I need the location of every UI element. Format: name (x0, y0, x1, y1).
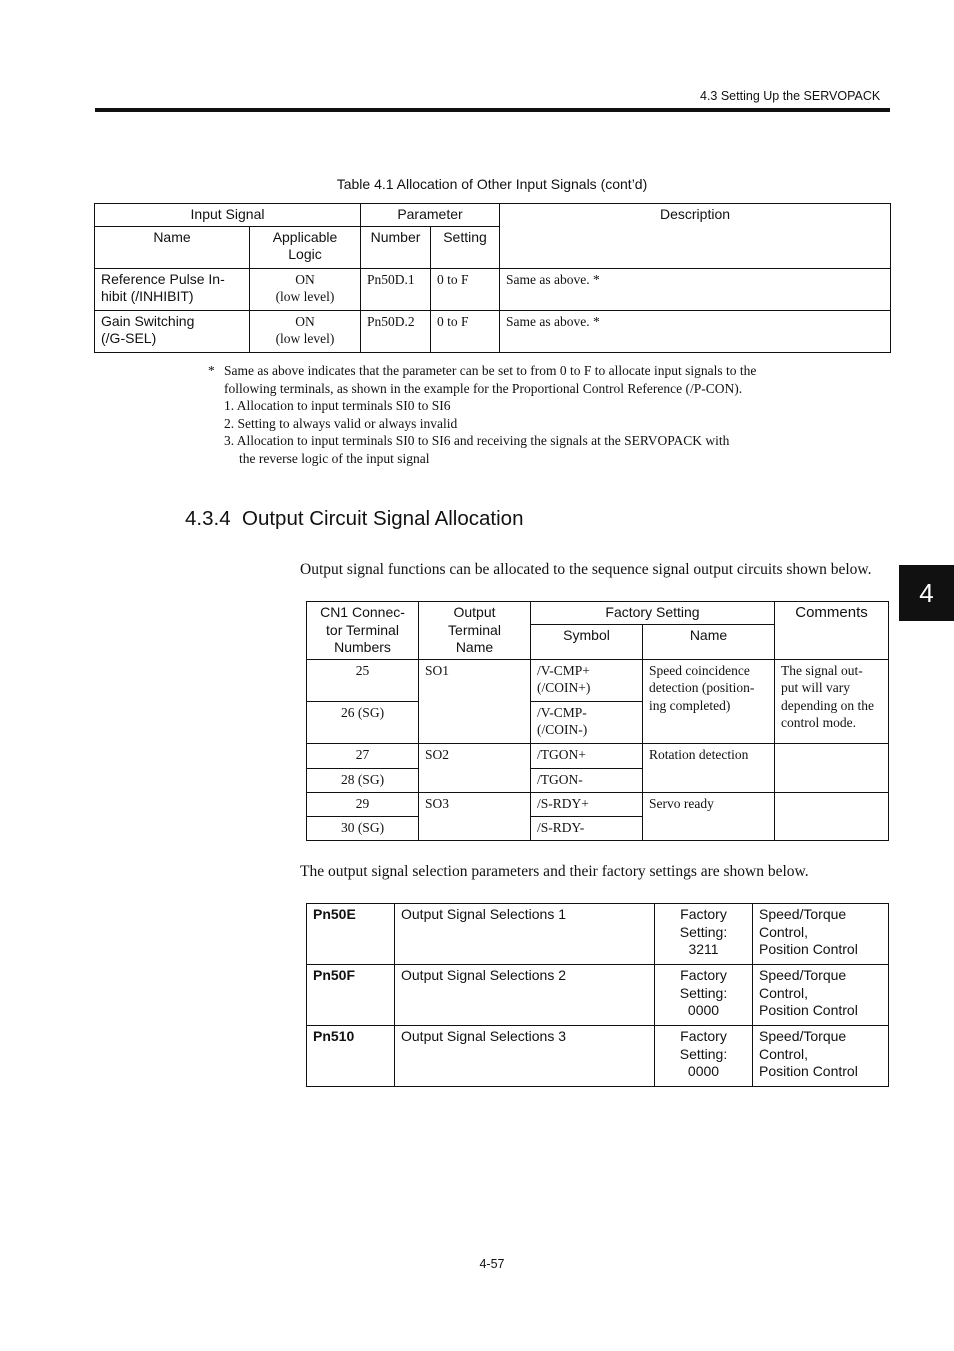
header-rule (95, 108, 890, 112)
comment (775, 792, 889, 840)
output-terminal: SO1 (419, 659, 531, 743)
header-applicable-logic: Applicable Logic (250, 226, 361, 268)
footnote-marker: * (208, 363, 215, 378)
chapter-tab: 4 (899, 565, 954, 621)
parameter-label: Output Signal Selections 3 (395, 1026, 655, 1087)
parameter-label: Output Signal Selections 2 (395, 965, 655, 1026)
input-signal-table (94, 203, 891, 353)
parameter-number: Pn50D.1 (361, 268, 431, 310)
terminal-number: 30 (SG) (307, 816, 419, 840)
output-terminal: SO3 (419, 792, 531, 840)
header-symbol: Symbol (531, 624, 643, 659)
output-selection-parameters-table (306, 903, 889, 1087)
table-caption: Table 4.1 Allocation of Other Input Signals (cont’d) (336, 176, 648, 192)
parameter-setting: 0 to F (431, 310, 500, 352)
body-paragraph: Output signal functions can be allocated to the sequence signal output circuits shown below. (300, 561, 872, 578)
header-name: Name (643, 624, 775, 659)
list-item: 2. Setting to always valid or always invalid (224, 415, 458, 431)
description: Same as above. * (500, 268, 891, 310)
page-number: 4-57 (479, 1257, 505, 1271)
header-cn1-terminal: CN1 Connec- tor Terminal Numbers (307, 602, 419, 660)
parameter-setting: 0 to F (431, 268, 500, 310)
parameter-label: Output Signal Selections 1 (395, 904, 655, 965)
signal-symbol: /S-RDY- (531, 816, 643, 840)
signal-name: Rotation detection (643, 743, 775, 792)
table-row (307, 904, 889, 965)
terminal-number: 28 (SG) (307, 768, 419, 792)
signal-symbol: /TGON- (531, 768, 643, 792)
control-mode: Speed/Torque Control, Position Control (753, 1026, 889, 1087)
header-setting: Setting (431, 226, 500, 268)
header-input-signal: Input Signal (95, 204, 361, 227)
footnote-text: Same as above indicates that the parameter can be set to from 0 to F to allocate input signals to the following terminals, as shown in the example for the Proportional Control Reference (/P-CON). (224, 363, 757, 396)
terminal-number: 25 (307, 659, 419, 701)
control-mode: Speed/Torque Control, Position Control (753, 904, 889, 965)
signal-symbol: /S-RDY+ (531, 792, 643, 816)
section-heading: 4.3.4 Output Circuit Signal Allocation (185, 507, 524, 530)
terminal-number: 26 (SG) (307, 701, 419, 743)
parameter-id: Pn510 (307, 1026, 395, 1087)
header-number: Number (361, 226, 431, 268)
body-paragraph: The output signal selection parameters and their factory settings are shown below. (300, 863, 809, 880)
signal-name: Speed coincidence detection (position- ing completed) (643, 659, 775, 743)
header-description: Description (500, 204, 891, 269)
list-item: 1. Allocation to input terminals SI0 to SI6 (224, 398, 451, 414)
terminal-number: 27 (307, 743, 419, 768)
header-parameter: Parameter (361, 204, 500, 227)
comment: The signal out- put will vary depending on the control mode. (775, 659, 889, 743)
factory-setting: Factory Setting: 0000 (655, 965, 753, 1026)
table-row (95, 268, 891, 310)
table-row (307, 965, 889, 1026)
signal-symbol: /TGON+ (531, 743, 643, 768)
factory-setting: Factory Setting: 3211 (655, 904, 753, 965)
output-terminal-table (306, 601, 889, 841)
footnote (208, 362, 778, 468)
applicable-logic: ON (low level) (250, 310, 361, 352)
header-comments: Comments (775, 602, 889, 660)
header-factory-setting: Factory Setting (531, 602, 775, 625)
terminal-number: 29 (307, 792, 419, 816)
header-name: Name (95, 226, 250, 268)
control-mode: Speed/Torque Control, Position Control (753, 965, 889, 1026)
output-terminal: SO2 (419, 743, 531, 792)
parameter-number: Pn50D.2 (361, 310, 431, 352)
signal-name: Gain Switching (/G-SEL) (95, 310, 250, 352)
factory-setting: Factory Setting: 0000 (655, 1026, 753, 1087)
header-output-terminal: Output Terminal Name (419, 602, 531, 660)
signal-symbol: /V-CMP+ (/COIN+) (531, 659, 643, 701)
parameter-id: Pn50F (307, 965, 395, 1026)
running-header: 4.3 Setting Up the SERVOPACK (700, 89, 881, 103)
signal-symbol: /V-CMP- (/COIN-) (531, 701, 643, 743)
list-item: 3. Allocation to input terminals SI0 to SI6 and receiving the signals at the SERVOPACK with the reverse logic of the input signal (224, 433, 730, 466)
parameter-id: Pn50E (307, 904, 395, 965)
signal-name: Reference Pulse In- hibit (/INHIBIT) (95, 268, 250, 310)
applicable-logic: ON (low level) (250, 268, 361, 310)
description: Same as above. * (500, 310, 891, 352)
signal-name: Servo ready (643, 792, 775, 840)
comment (775, 743, 889, 792)
table-row (307, 1026, 889, 1087)
table-row (307, 743, 889, 768)
table-row (307, 659, 889, 701)
table-row (307, 792, 889, 816)
table-row (95, 310, 891, 352)
